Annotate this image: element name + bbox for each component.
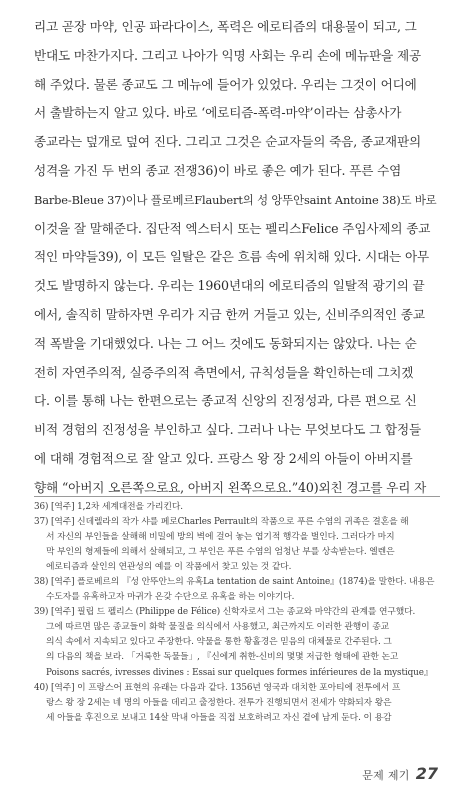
body-line: 비적 경험의 진정성을 부인하고 싶다. 그러나 나는 무엇보다도 그 합정들 bbox=[34, 422, 421, 438]
footnote-line: 36) [역주] 1,2차 세계대전을 가리킨다. bbox=[34, 502, 183, 512]
body-line: 서 출발하는지 알고 있다. 바로 ‘에로티즘-폭력-마약’이라는 삼총사가 bbox=[34, 105, 402, 121]
footnote-line: 수도자를 유혹하고자 마귀가 온갖 수단으로 유혹을 하는 이야기다. bbox=[46, 592, 295, 603]
body-line: 성격을 가진 두 번의 종교 전쟁36)이 바로 좋은 예가 된다. 푸른 수염 bbox=[34, 162, 402, 178]
page-footer bbox=[362, 764, 438, 783]
footnote-line: 그에 따르면 많은 종교들이 화학 물질을 의식에서 사용했고, 최근까지도 이러한 관행이 종교 bbox=[46, 622, 390, 633]
footnote-line: 서 자신의 부인들을 살해해 비밀에 방의 벽에 걸어 놓는 엽기적 행각을 벌인다. 그러다가 마지 bbox=[46, 532, 395, 543]
footnote-line: 39) [역주] 필립 드 펠리스 (Philippe de Félice) 신학자로서 그는 종교와 마약간의 관계를 연구했다. bbox=[34, 607, 416, 618]
body-line: 적인 마약들39), 이 모든 일탈은 같은 흐름 속에 위치해 있다. 시대는 아무 bbox=[34, 249, 430, 265]
page-number: 27 bbox=[415, 764, 438, 783]
footnote-line: 의 다음의 책을 보라. 「거룩한 독물들」, 『신에게 취한-신비의 몇몇 저급한 형태에 관한 논고 bbox=[46, 652, 399, 663]
footnote-line: 의식 속에서 지속되고 있다고 주장한다. 약물을 통한 황홀경은 믿음의 대체물로 간주된다. 그 bbox=[46, 637, 392, 648]
footnote-line: 랑스 왕 장 2세는 네 명의 아들을 데리고 출정한다. 전투가 진행되면서 전세가 약화되자 왕은 bbox=[46, 697, 392, 708]
footnote-line: 40) [역주] 이 프랑스어 표현의 유래는 다음과 같다. 1356년 영국과 대치한 포아티에 전투에서 프 bbox=[34, 682, 401, 693]
body-line: 종교라는 덮개로 덮여 진다. 그리고 그것은 순교자들의 죽음, 종교재판의 bbox=[34, 134, 421, 150]
running-footer-section: 문제 제기 bbox=[362, 769, 410, 782]
body-line: 에서, 솔직히 말하자면 우리가 지금 한꺼 거들고 있는, 신비주의적인 종교 bbox=[34, 306, 425, 322]
body-line: 해 주었다. 물론 종교도 그 메뉴에 들어가 있었다. 우리는 그것이 어디에 bbox=[34, 76, 417, 92]
footnote-line: 막 부인의 형제들에 의해서 살해되고, 그 부인은 푸른 수염의 엄청난 부를 상속받는다. 엘렌은 bbox=[46, 547, 395, 558]
body-text bbox=[34, 13, 440, 503]
footnote-line: Poisons sacrés, ivresses divines : Essai sur quelques formes inférieures de la mystique』 bbox=[46, 667, 433, 678]
body-line: 향해 “아버지 오른쪽으로요, 아버지 왼쪽으로요.”40)외친 경고를 우리 자 bbox=[34, 479, 427, 495]
body-line: 적 폭발을 기대했었다. 나는 그 어느 것에도 동화되지는 않았다. 나는 순 bbox=[34, 335, 417, 351]
body-line: 다. 이를 통해 나는 한편으로는 종교적 신앙의 진정성과, 다른 편으로 신 bbox=[34, 393, 417, 409]
footnote-line: 38) [역주] 플로베르의 『성 안뚜안느의 유혹La tentation de saint Antoine』(1874)을 말한다. 내용은 bbox=[34, 577, 435, 588]
footnotes bbox=[34, 500, 440, 726]
footnote-divider bbox=[34, 496, 440, 497]
body-line: 에 대해 경험적으로 잘 알고 있다. 프랑스 왕 장 2세의 아들이 아버지를 bbox=[34, 450, 413, 466]
body-line: 전히 자연주의적, 실증주의적 측면에서, 규칙성들을 확인하는데 그치겠 bbox=[34, 364, 414, 380]
footnote-line: 37) [역주] 신데렐라의 작가 샤를 페로Charles Perrault의 작품으로 푸른 수염의 귀족은 결혼을 해 bbox=[34, 517, 409, 528]
footnote-line: 세 아들을 후진으로 보내고 14살 막내 아들을 직접 보호하려고 자신 곁에 남게 둔다. 이 용감 bbox=[46, 712, 392, 723]
body-line: Barbe-Bleue 37)이나 플로베르Flaubert의 성 앙뚜안saint Antoine 38)도 바로 bbox=[34, 192, 437, 207]
body-line: 반대도 마찬가지다. 그리고 나아가 익명 사회는 우리 손에 메뉴판을 제공 bbox=[34, 47, 421, 63]
body-line: 것도 발명하지 않는다. 우리는 1960년대의 에로티즘의 일탈적 광기의 끝 bbox=[34, 278, 425, 294]
footnote-line: 에로티즘과 살인의 연관성의 예를 이 작품에서 찾고 있는 것 같다. bbox=[46, 562, 292, 573]
body-line: 리고 곧장 마약, 인공 파라다이스, 폭력은 에로티즘의 대용물이 되고, 그 bbox=[34, 19, 417, 34]
body-line: 이것을 잘 말해준다. 집단적 엑스터시 또는 펠리스Felice 주임사제의 종교 bbox=[34, 220, 431, 236]
